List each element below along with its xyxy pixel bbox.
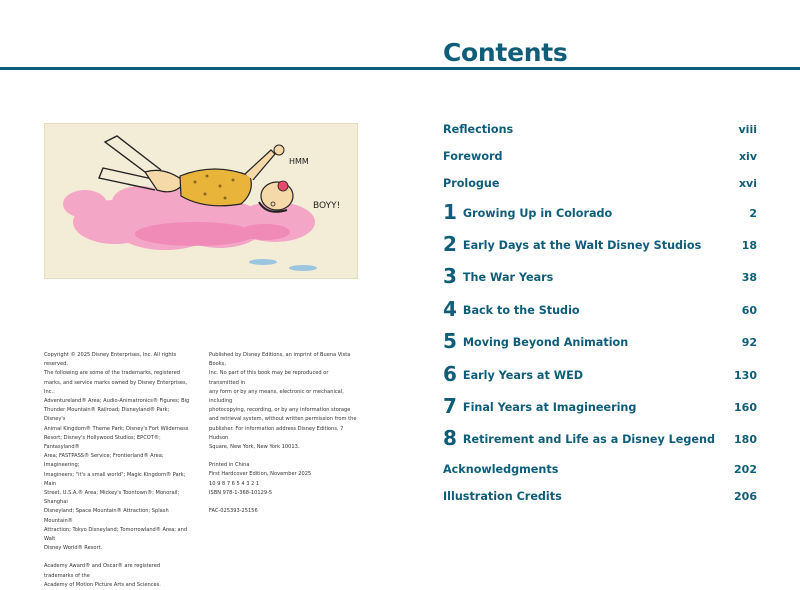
toc-label: Moving Beyond Animation (462, 336, 629, 349)
toc-number: 3 (443, 264, 457, 288)
header-rule (0, 67, 800, 70)
toc-entry[interactable] (443, 362, 757, 384)
toc-number: 2 (443, 232, 457, 256)
toc-number: 8 (443, 426, 457, 450)
toc-page: xvi (738, 177, 757, 190)
toc-label: Reflections (443, 123, 514, 136)
toc-label: Early Years at WED (462, 369, 583, 382)
toc-entry[interactable] (443, 426, 757, 448)
toc-page: xiv (738, 150, 757, 163)
toc-page: 160 (734, 401, 757, 414)
toc-number: 1 (443, 200, 457, 224)
toc-page: 60 (741, 304, 757, 317)
copyright-academy: Academy Award® and Oscar® are registered trademarks of the Academy of Motion Picture Arts and Sciences. (44, 563, 161, 588)
toc-number: 4 (443, 297, 457, 321)
copyright-column-left (44, 351, 190, 590)
toc-label: Early Days at the Walt Disney Studios (462, 239, 702, 252)
toc-number: 7 (443, 394, 457, 418)
toc-number: 6 (443, 362, 457, 386)
toc-page: 180 (734, 433, 757, 446)
toc-label: Acknowledgments (443, 463, 559, 476)
toc-page: 2 (749, 207, 757, 220)
speech-hmm: HMM (289, 157, 309, 166)
page-title: Contents (443, 38, 568, 67)
toc-label: Final Years at Imagineering (462, 401, 637, 414)
toc-entry[interactable] (443, 456, 757, 478)
printing-info: Printed in China First Hardcover Edition, November 2025 10 9 8 7 6 5 4 3 2 1 ISBN 978-1-368-10129-5 (209, 462, 312, 496)
toc-entry[interactable] (443, 297, 757, 319)
toc-entry[interactable] (443, 483, 757, 505)
cartoon-illustration (44, 123, 358, 279)
toc-label: Foreword (443, 150, 503, 163)
toc-label: Retirement and Life as a Disney Legend (462, 433, 715, 446)
toc-label: The War Years (462, 271, 554, 284)
toc-label: Prologue (443, 177, 500, 190)
toc-entry[interactable] (443, 200, 757, 222)
toc-page: viii (738, 123, 757, 136)
toc-page: 202 (734, 463, 757, 476)
publisher-notice: Published by Disney Editions, an imprint of Buena Vista Books, Inc. No part of this book may be reproduced or transmitted in any form or by any means, electronic or mechanical, including photocopying, recording, or by any information storage and retrieval system, without written permission from the publisher. For information address Disney Editions, 7 Hudson Square, New York, New York 10013. (209, 352, 357, 451)
toc-entry[interactable] (443, 329, 757, 351)
toc-number: 5 (443, 329, 457, 353)
toc-page: 38 (741, 271, 757, 284)
toc-entry[interactable] (443, 116, 757, 138)
speech-boyy: BOYY! (313, 201, 341, 211)
toc-page: 18 (741, 239, 757, 252)
toc-entry[interactable] (443, 264, 757, 286)
toc-page: 206 (734, 490, 757, 503)
toc-label: Back to the Studio (462, 304, 580, 317)
toc-entry[interactable] (443, 232, 757, 254)
toc-entry[interactable] (443, 170, 757, 192)
copyright-trademarks: Copyright © 2025 Disney Enterprises, Inc. All rights reserved. The following are some of the trademarks, registered marks, and service marks owned by Disney Enterprises, Inc.: Adventureland® Area; Audio-Animatronics® Figures; Big Thunder Mountain® Railroad; Disneyland® Park; Disney's Animal Kingdom® Theme Park; Disney's Fort Wilderness Resort; Disney's Hollywood Studios; EPCOT®; Fantasyland® Area; FASTPASS® Service; Frontierland® Area; Imagineering; Imagineers; "it's a small world"; Magic Kingdom® Park; Main Street, U.S.A.® Area; Mickey's Toontown®; Monorail; Shanghai Disneyland; Space Mountain® Attraction; Splash Mountain® Attraction; Tokyo Disneyland; Tomorrowland® Area; and Walt Disney World® Resort. (44, 352, 190, 552)
toc-page: 92 (741, 336, 757, 349)
fac-code: FAC-025393-25156 (209, 508, 258, 515)
toc-label: Illustration Credits (443, 490, 562, 503)
copyright-column-right (209, 351, 359, 516)
toc-entry[interactable] (443, 143, 757, 165)
toc-entry[interactable] (443, 394, 757, 416)
toc-label: Growing Up in Colorado (462, 207, 613, 220)
toc-page: 130 (734, 369, 757, 382)
